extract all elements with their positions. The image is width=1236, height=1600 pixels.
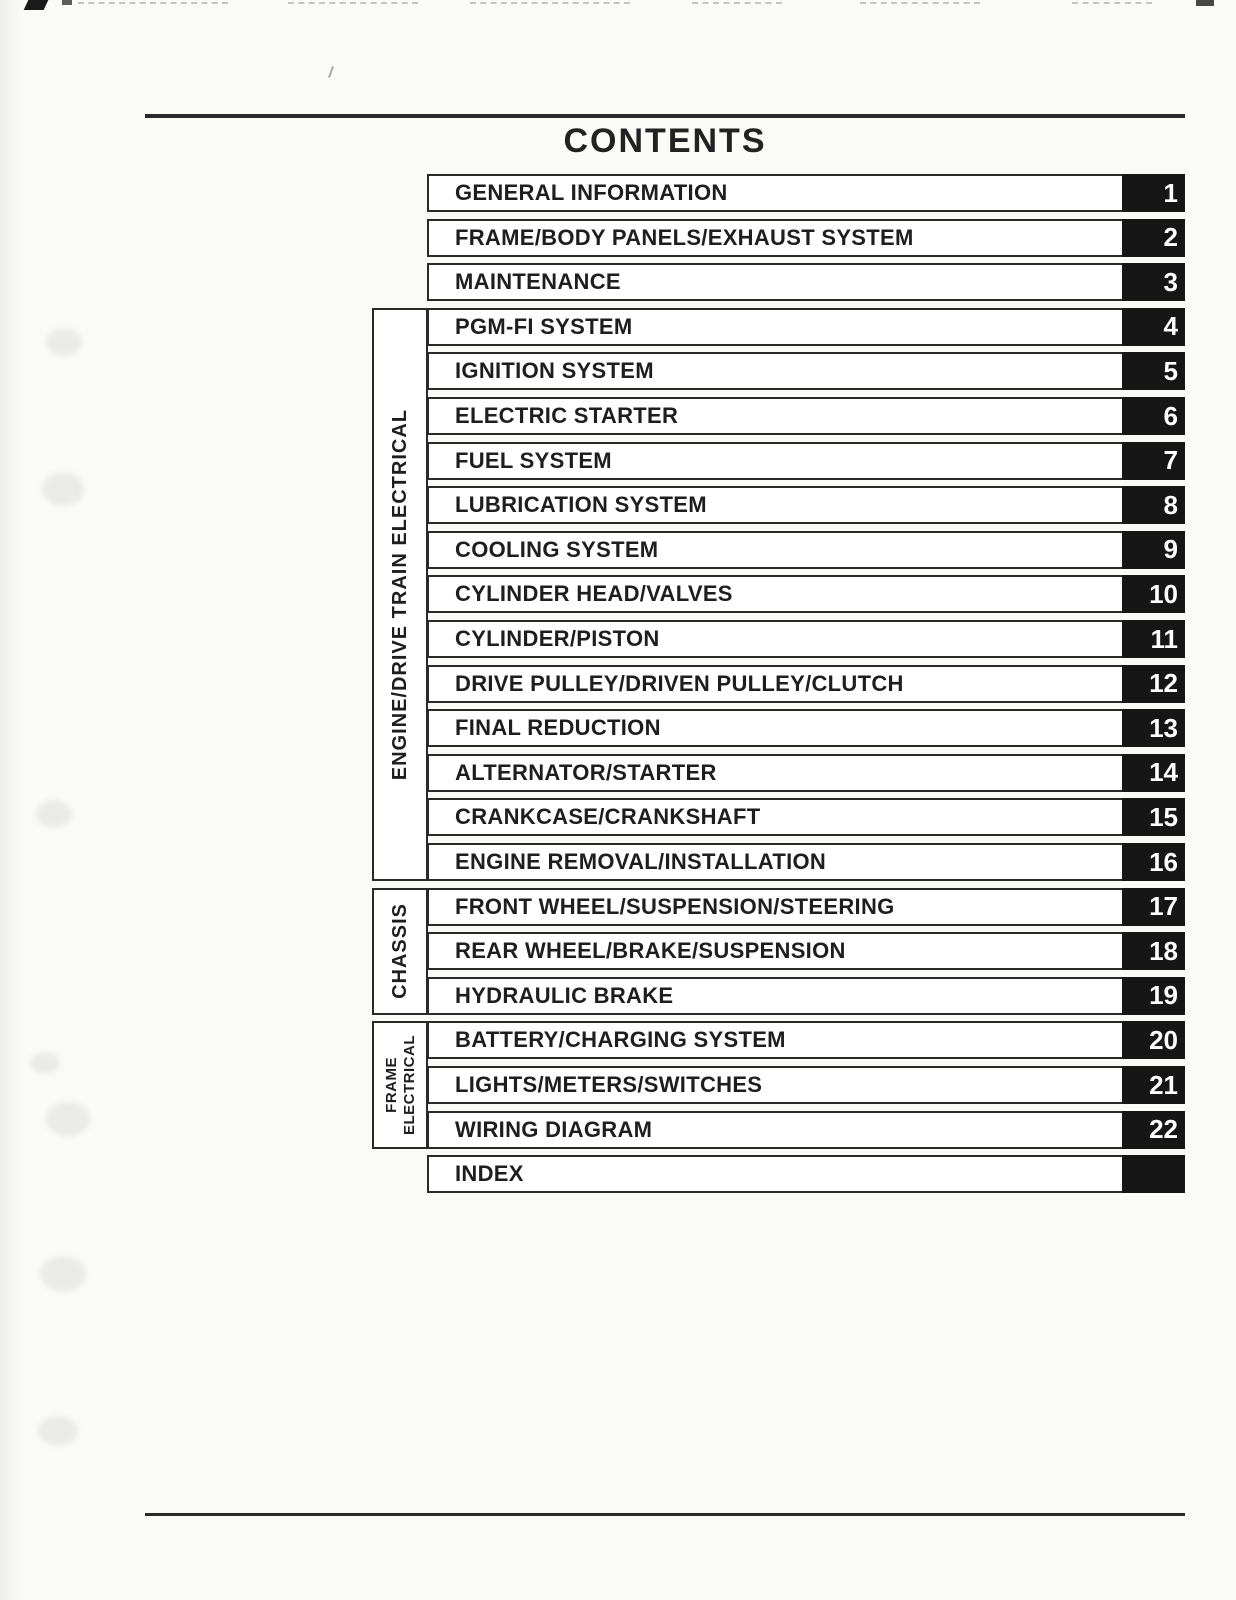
chapter-number-tab (1122, 709, 1185, 747)
scan-artifact (1072, 2, 1152, 4)
chapter-number: 15 (1149, 801, 1178, 832)
toc-item-label: MAINTENANCE (455, 269, 621, 295)
chapter-number: 8 (1163, 489, 1178, 520)
chapter-number-tab (1122, 442, 1185, 480)
scan-artifact (24, 0, 49, 10)
toc-row (427, 575, 1185, 613)
toc-row (427, 754, 1185, 792)
toc-item-label: FRAME/BODY PANELS/EXHAUST SYSTEM (455, 224, 914, 250)
chapter-number: 19 (1149, 980, 1178, 1011)
toc-row (427, 442, 1185, 480)
chapter-number-tab (1122, 620, 1185, 658)
group-box-engine-drive-train-electrical (372, 308, 428, 881)
group-box-chassis (372, 888, 428, 1015)
toc-item-label: LIGHTS/METERS/SWITCHES (455, 1072, 763, 1097)
chapter-number: 13 (1149, 712, 1178, 743)
chapter-number: 4 (1163, 311, 1178, 342)
chapter-number: 18 (1149, 935, 1178, 966)
toc-row (427, 1155, 1185, 1193)
toc-row (427, 620, 1185, 658)
chapter-number-tab (1122, 575, 1185, 613)
toc-row (427, 1066, 1185, 1104)
group-label: ENGINE/DRIVE TRAIN ELECTRICAL (388, 408, 411, 781)
toc-item-label: ELECTRIC STARTER (455, 403, 679, 428)
scan-artifact (78, 2, 228, 4)
chapter-number: 20 (1149, 1024, 1178, 1055)
scan-artifact (46, 1102, 90, 1136)
scan-artifact (1196, 0, 1214, 6)
chapter-number-tab (1122, 932, 1185, 970)
chapter-number-tab (1122, 843, 1185, 881)
scan-artifact (328, 66, 334, 78)
toc-item-label: CYLINDER HEAD/VALVES (455, 581, 733, 607)
page-title: CONTENTS (563, 122, 767, 160)
toc-item-label: COOLING SYSTEM (455, 536, 659, 562)
toc-item-label: GENERAL INFORMATION (455, 180, 728, 205)
toc-row (427, 977, 1185, 1015)
chapter-number-tab (1122, 665, 1185, 703)
group-label: CHASSIS (388, 903, 411, 1000)
chapter-number: 5 (1163, 355, 1178, 386)
toc-item-label: LUBRICATION SYSTEM (455, 492, 707, 518)
chapter-number-tab (1122, 888, 1185, 926)
chapter-number-tab (1122, 352, 1185, 390)
toc-item-label: FINAL REDUCTION (455, 715, 661, 741)
chapter-number-tab (1122, 754, 1185, 792)
horizontal-rule-top (145, 114, 1185, 118)
chapter-number: 21 (1149, 1069, 1178, 1100)
scan-artifact (42, 472, 84, 506)
chapter-number: 3 (1163, 266, 1178, 297)
toc-item-label: DRIVE PULLEY/DRIVEN PULLEY/CLUTCH (455, 670, 904, 696)
toc-row (427, 397, 1185, 435)
toc-item-label: REAR WHEEL/BRAKE/SUSPENSION (455, 938, 846, 964)
toc-item-label: PGM-FI SYSTEM (455, 313, 633, 339)
toc-item-label: IGNITION SYSTEM (455, 358, 654, 384)
scan-artifact (30, 1052, 60, 1074)
chapter-number-tab (1122, 308, 1185, 346)
toc-row (427, 1111, 1185, 1149)
toc-row (427, 174, 1185, 212)
chapter-number-tab (1122, 1155, 1185, 1193)
scan-artifact (692, 2, 782, 4)
toc-row (427, 709, 1185, 747)
chapter-number-tab (1122, 263, 1185, 301)
chapter-number-tab (1122, 531, 1185, 569)
group-box-frame-electrical (372, 1021, 428, 1148)
toc-item-label: FUEL SYSTEM (455, 447, 612, 473)
scan-artifact (46, 328, 82, 356)
chapter-number: 9 (1163, 534, 1178, 565)
chapter-number: 22 (1149, 1114, 1178, 1145)
chapter-number-tab (1122, 798, 1185, 836)
toc-row (427, 263, 1185, 301)
toc-row (427, 352, 1185, 390)
chapter-number: 6 (1163, 400, 1178, 431)
toc-row (427, 798, 1185, 836)
chapter-number: 12 (1149, 668, 1178, 699)
toc-item-label: HYDRAULIC BRAKE (455, 982, 674, 1008)
toc-item-label: CYLINDER/PISTON (455, 626, 660, 651)
chapter-number: 10 (1149, 578, 1178, 609)
toc-item-label: ENGINE REMOVAL/INSTALLATION (455, 849, 827, 874)
chapter-number: 17 (1149, 891, 1178, 922)
chapter-number: 14 (1149, 757, 1178, 788)
scan-artifact (40, 1256, 86, 1292)
toc-item-label: CRANKCASE/CRANKSHAFT (455, 804, 761, 830)
chapter-number: 1 (1163, 177, 1178, 208)
scan-artifact (36, 800, 72, 828)
toc-row (427, 219, 1185, 257)
chapter-number: 7 (1163, 445, 1178, 476)
scan-artifact (860, 2, 980, 4)
chapter-number-tab (1122, 174, 1185, 212)
toc-row (427, 486, 1185, 524)
toc-item-label: WIRING DIAGRAM (455, 1116, 653, 1142)
toc-item-label: BATTERY/CHARGING SYSTEM (455, 1027, 786, 1053)
chapter-number-tab (1122, 397, 1185, 435)
toc-row (427, 665, 1185, 703)
chapter-number: 16 (1149, 846, 1178, 877)
scan-artifact (288, 2, 418, 4)
chapter-number-tab (1122, 219, 1185, 257)
chapter-number-tab (1122, 977, 1185, 1015)
scan-artifact (470, 2, 630, 4)
toc-row (427, 531, 1185, 569)
horizontal-rule-bottom (145, 1513, 1185, 1516)
scan-artifact (38, 1416, 78, 1446)
toc-item-label: FRONT WHEEL/SUSPENSION/STEERING (455, 893, 895, 919)
chapter-number: 11 (1150, 623, 1178, 654)
toc-row (427, 308, 1185, 346)
scan-edge-shade (0, 0, 22, 1600)
chapter-number-tab (1122, 486, 1185, 524)
toc-row (427, 843, 1185, 881)
chapter-number-tab (1122, 1066, 1185, 1104)
toc-row (427, 932, 1185, 970)
group-label: ELECTRICAL (400, 1034, 418, 1135)
toc-row (427, 888, 1185, 926)
group-label: FRAME (382, 1057, 400, 1113)
toc-item-label: ALTERNATOR/STARTER (455, 759, 717, 785)
scan-artifact (62, 0, 72, 5)
toc-row (427, 1021, 1185, 1059)
toc-item-label: INDEX (455, 1161, 524, 1187)
chapter-number-tab (1122, 1111, 1185, 1149)
chapter-number: 2 (1163, 222, 1178, 253)
chapter-number-tab (1122, 1021, 1185, 1059)
